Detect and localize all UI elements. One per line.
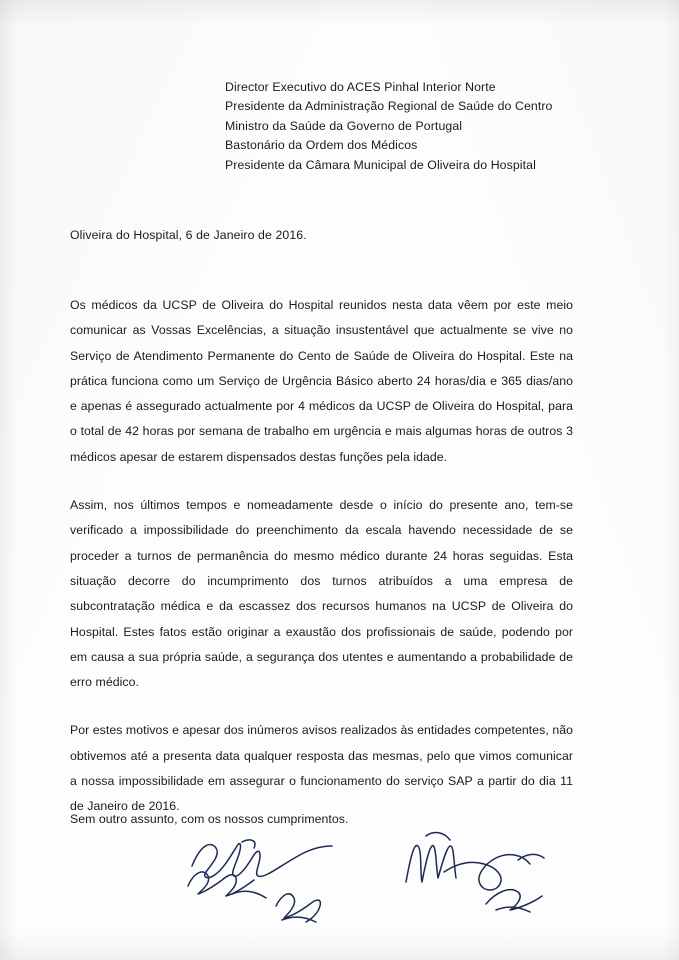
signature-block bbox=[170, 820, 550, 940]
body-paragraph: Os médicos da UCSP de Oliveira do Hospital reunidos nesta data vêem por este meio comunicar as Vossas Excelências, a situação insustentável que actualmente se vive no Serviço de Atendimento Permanente do Cento de Saúde de Oliveira do Hospital. Este na prática funciona como um Serviço de Urgência Básico aberto 24 horas/dia e 365 dias/ano e apenas é assegurado actualmente por 4 médicos da UCSP de Oliveira do Hospital, para o total de 42 horas por semana de trabalho em urgência e mais algumas horas de outros 3 médicos apesar de estarem dispensados destas funções pela idade. bbox=[70, 298, 573, 464]
addressee-line: Presidente da Administração Regional de Saúde do Centro bbox=[225, 99, 553, 114]
addressee-line: Presidente da Câmara Municipal de Oliveira do Hospital bbox=[225, 157, 536, 172]
handwritten-signature-right bbox=[400, 820, 570, 930]
addressee-block bbox=[225, 78, 645, 175]
body-paragraph: Assim, nos últimos tempos e nomeadamente desde o início do presente ano, tem-se verificado a impossibilidade do preenchimento da escala havendo necessidade de se proceder a turnos de permanência do mesmo médico durante 24 horas seguidas. Esta situação decorre do incumprimento dos turnos atribuídos a uma empresa de subcontratação médica e da escassez dos recursos humanos na UCSP de Oliveira do Hospital. Estes fatos estão originar a exaustão dos profissionais de saúde, podendo por em causa a sua própria saúde, a segurança dos utentes e aumentando a probabilidade de erro médico. bbox=[70, 498, 573, 690]
scan-edge-shadow-top bbox=[0, 0, 679, 26]
scan-edge-shadow-right bbox=[663, 0, 679, 960]
addressee-line: Ministro da Saúde da Governo de Portugal bbox=[225, 118, 463, 133]
scan-edge-shadow-left bbox=[0, 0, 18, 960]
handwritten-signature-left bbox=[180, 828, 370, 928]
addressee-line: Bastonário da Ordem dos Médicos bbox=[225, 138, 418, 153]
date-line: Oliveira do Hospital, 6 de Janeiro de 2016. bbox=[70, 228, 307, 242]
letter-body bbox=[70, 293, 573, 820]
closing-line: Sem outro assunto, com os nossos cumprimentos. bbox=[70, 812, 349, 826]
body-paragraph: Por estes motivos e apesar dos inúmeros avisos realizados às entidades competentes, não obtivemos até a presenta data qualquer resposta das mesmas, pelo que vimos comunicar a nossa impossibilidade em assegurar o funcionamento do serviço SAP a partir do dia 11 de Janeiro de 2016. bbox=[70, 723, 573, 814]
addressee-line: Director Executivo do ACES Pinhal Interior Norte bbox=[225, 80, 496, 94]
